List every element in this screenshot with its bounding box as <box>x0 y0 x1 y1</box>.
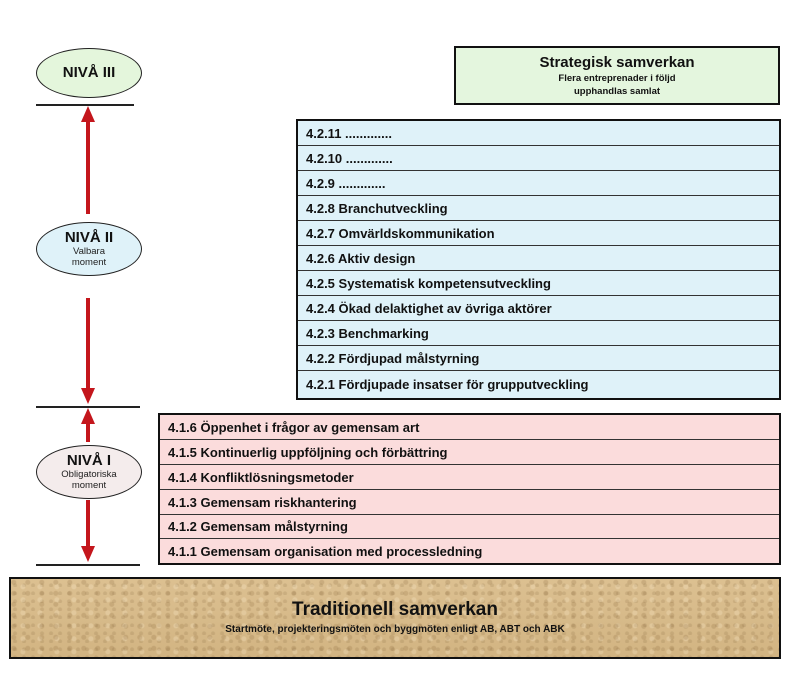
list-item: 4.1.1 Gemensam organisation med processledning <box>168 543 483 559</box>
list-item: 4.1.4 Konfliktlösningsmetoder <box>160 465 779 490</box>
mandatory-items-box <box>158 413 781 565</box>
list-item: 4.2.1 Fördjupade insatser för grupputveckling <box>306 377 589 392</box>
level-2-subtitle-line1: Valbara <box>72 246 106 257</box>
strategic-title: Strategisk samverkan <box>539 54 695 71</box>
list-item: 4.2.2 Fördjupad målstyrning <box>298 346 779 371</box>
arrow-level1-down <box>78 500 98 564</box>
list-item: 4.2.7 Omvärldskommunikation <box>298 221 779 246</box>
traditional-subtitle: Startmöte, projekteringsmöten och byggmöten enligt AB, ABT och ABK <box>225 624 565 635</box>
traditional-cooperation-box <box>9 577 781 659</box>
strategic-cooperation-box <box>454 46 780 105</box>
list-item: 4.2.5 Systematisk kompetensutveckling <box>298 271 779 296</box>
list-item: 4.1.5 Kontinuerlig uppföljning och förbättring <box>160 440 779 465</box>
strategic-subtitle-line2: upphandlas samlat <box>573 86 661 97</box>
strategic-subtitle-line1: Flera entreprenader i följd <box>558 73 676 84</box>
list-item: 4.1.3 Gemensam riskhantering <box>160 490 779 515</box>
level-1-subtitle-line1: Obligatoriska <box>61 469 117 480</box>
arrow-level1-up <box>78 408 98 442</box>
list-item: 4.2.3 Benchmarking <box>298 321 779 346</box>
list-item: 4.1.6 Öppenhet i frågor av gemensam art <box>160 415 779 440</box>
level-2-subtitle-line2: moment <box>71 257 107 268</box>
level-2-oval <box>36 222 142 276</box>
list-item: 4.2.9 ............. <box>298 171 779 196</box>
level-1-divider <box>36 564 140 566</box>
level-3-oval <box>36 48 142 98</box>
list-item: 4.2.4 Ökad delaktighet av övriga aktörer <box>298 296 779 321</box>
list-item: 4.1.2 Gemensam målstyrning <box>160 515 779 539</box>
arrow-level2-to-level1 <box>78 298 98 406</box>
optional-items-box <box>296 119 781 400</box>
level-1-oval <box>36 445 142 499</box>
list-item: 4.2.11 ............. <box>298 121 779 146</box>
list-item: 4.2.8 Branchutveckling <box>298 196 779 221</box>
list-item: 4.2.10 ............. <box>298 146 779 171</box>
list-item: 4.2.6 Aktiv design <box>298 246 779 271</box>
traditional-title: Traditionell samverkan <box>292 599 498 620</box>
level-1-subtitle-line2: moment <box>71 480 107 491</box>
arrow-level2-to-level3 <box>78 106 98 214</box>
level-3-title: NIVÅ III <box>62 64 116 81</box>
level-1-title: NIVÅ I <box>66 452 112 469</box>
level-2-title: NIVÅ II <box>64 229 114 246</box>
